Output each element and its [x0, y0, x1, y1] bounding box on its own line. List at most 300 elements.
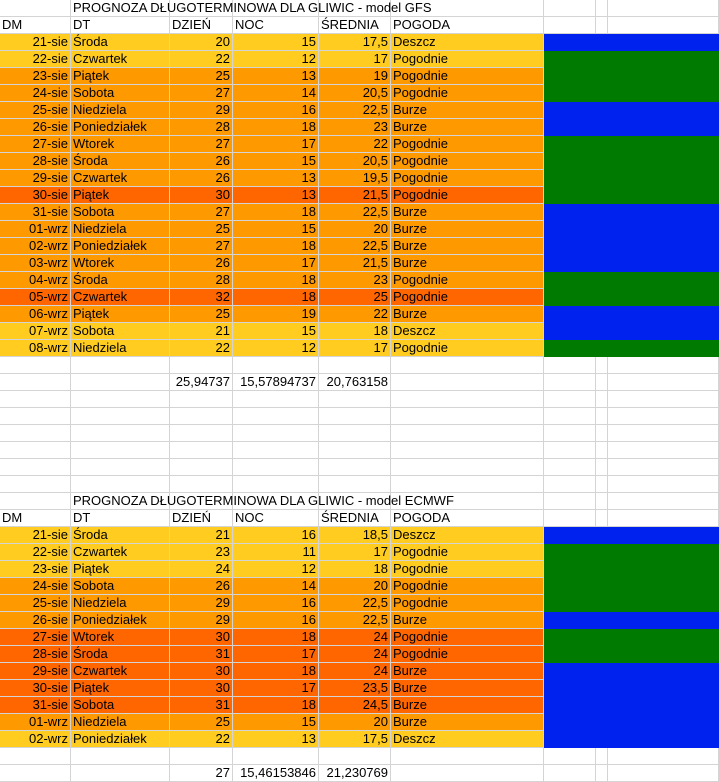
weather-cell[interactable]: Pogodnie	[391, 289, 544, 306]
night-temp-cell[interactable]: 18	[233, 119, 319, 136]
avg-mean-cell[interactable]: 21,230769	[319, 765, 391, 782]
weather-cell[interactable]: Burze	[391, 119, 544, 136]
weather-flag-cell[interactable]	[596, 680, 608, 697]
empty-cell[interactable]	[596, 17, 608, 34]
empty-cell[interactable]	[544, 493, 596, 510]
day-temp-cell[interactable]: 32	[170, 289, 233, 306]
avg-temp-cell[interactable]: 23,5	[319, 680, 391, 697]
day-temp-cell[interactable]: 20	[170, 34, 233, 51]
weather-cell[interactable]: Pogodnie	[391, 272, 544, 289]
weather-flag-cell[interactable]	[596, 170, 608, 187]
weather-cell[interactable]: Burze	[391, 306, 544, 323]
night-temp-cell[interactable]: 17	[233, 136, 319, 153]
empty-cell[interactable]	[596, 476, 608, 493]
weekday-cell[interactable]: Niedziela	[71, 221, 170, 238]
empty-cell[interactable]	[0, 459, 71, 476]
weather-flag-cell[interactable]	[596, 85, 608, 102]
avg-temp-cell[interactable]: 17	[319, 51, 391, 68]
weather-flag-cell[interactable]	[596, 272, 608, 289]
weather-flag-cell[interactable]	[544, 629, 596, 646]
weather-flag-cell[interactable]	[608, 340, 719, 357]
avg-day-cell[interactable]: 27	[170, 765, 233, 782]
weather-flag-cell[interactable]	[596, 153, 608, 170]
day-temp-cell[interactable]: 27	[170, 204, 233, 221]
avg-temp-cell[interactable]: 18	[319, 561, 391, 578]
day-temp-cell[interactable]: 26	[170, 255, 233, 272]
weather-flag-cell[interactable]	[608, 85, 719, 102]
date-cell[interactable]: 05-wrz	[0, 289, 71, 306]
empty-cell[interactable]	[544, 391, 596, 408]
night-temp-cell[interactable]: 17	[233, 255, 319, 272]
weather-flag-cell[interactable]	[596, 119, 608, 136]
weather-cell[interactable]: Deszcz	[391, 527, 544, 544]
avg-temp-cell[interactable]: 17,5	[319, 731, 391, 748]
weather-cell[interactable]: Pogodnie	[391, 51, 544, 68]
empty-cell[interactable]	[391, 748, 544, 765]
weather-flag-cell[interactable]	[596, 544, 608, 561]
date-cell[interactable]: 26-sie	[0, 119, 71, 136]
avg-temp-cell[interactable]: 19	[319, 68, 391, 85]
weather-flag-cell[interactable]	[544, 170, 596, 187]
empty-cell[interactable]	[391, 765, 544, 782]
weather-flag-cell[interactable]	[544, 204, 596, 221]
date-cell[interactable]: 08-wrz	[0, 340, 71, 357]
avg-temp-cell[interactable]: 21,5	[319, 187, 391, 204]
empty-cell[interactable]	[71, 374, 170, 391]
weather-cell[interactable]: Pogodnie	[391, 187, 544, 204]
weather-flag-cell[interactable]	[596, 714, 608, 731]
weekday-cell[interactable]: Środa	[71, 34, 170, 51]
weather-cell[interactable]: Pogodnie	[391, 646, 544, 663]
date-cell[interactable]: 23-sie	[0, 68, 71, 85]
empty-cell[interactable]	[233, 476, 319, 493]
empty-cell[interactable]	[0, 425, 71, 442]
night-temp-cell[interactable]: 13	[233, 731, 319, 748]
avg-day-cell[interactable]: 25,94737	[170, 374, 233, 391]
weather-flag-cell[interactable]	[544, 85, 596, 102]
night-temp-cell[interactable]: 15	[233, 153, 319, 170]
empty-cell[interactable]	[608, 425, 719, 442]
date-cell[interactable]: 03-wrz	[0, 255, 71, 272]
avg-night-cell[interactable]: 15,57894737	[233, 374, 319, 391]
weather-cell[interactable]: Pogodnie	[391, 629, 544, 646]
avg-temp-cell[interactable]: 24,5	[319, 697, 391, 714]
date-cell[interactable]: 25-sie	[0, 102, 71, 119]
weather-flag-cell[interactable]	[608, 544, 719, 561]
weekday-cell[interactable]: Wtorek	[71, 255, 170, 272]
weekday-cell[interactable]: Sobota	[71, 323, 170, 340]
empty-cell[interactable]	[608, 357, 719, 374]
weekday-cell[interactable]: Środa	[71, 153, 170, 170]
weather-flag-cell[interactable]	[544, 153, 596, 170]
weather-flag-cell[interactable]	[544, 306, 596, 323]
weather-flag-cell[interactable]	[596, 612, 608, 629]
night-temp-cell[interactable]: 15	[233, 714, 319, 731]
empty-cell[interactable]	[170, 425, 233, 442]
weather-cell[interactable]: Burze	[391, 714, 544, 731]
day-temp-cell[interactable]: 26	[170, 153, 233, 170]
weather-flag-cell[interactable]	[544, 612, 596, 629]
weekday-cell[interactable]: Piątek	[71, 561, 170, 578]
weather-flag-cell[interactable]	[544, 119, 596, 136]
weather-flag-cell[interactable]	[596, 663, 608, 680]
night-temp-cell[interactable]: 13	[233, 187, 319, 204]
day-temp-cell[interactable]: 27	[170, 238, 233, 255]
weather-cell[interactable]: Pogodnie	[391, 340, 544, 357]
empty-cell[interactable]	[233, 391, 319, 408]
weekday-cell[interactable]: Poniedziałek	[71, 238, 170, 255]
day-temp-cell[interactable]: 30	[170, 663, 233, 680]
empty-cell[interactable]	[596, 442, 608, 459]
empty-cell[interactable]	[170, 408, 233, 425]
weekday-cell[interactable]: Piątek	[71, 187, 170, 204]
empty-cell[interactable]	[0, 0, 71, 17]
date-cell[interactable]: 24-sie	[0, 85, 71, 102]
weather-flag-cell[interactable]	[608, 578, 719, 595]
date-cell[interactable]: 27-sie	[0, 136, 71, 153]
empty-cell[interactable]	[391, 442, 544, 459]
weekday-cell[interactable]: Niedziela	[71, 340, 170, 357]
empty-cell[interactable]	[391, 357, 544, 374]
empty-cell[interactable]	[71, 442, 170, 459]
weekday-cell[interactable]: Poniedziałek	[71, 612, 170, 629]
empty-cell[interactable]	[71, 765, 170, 782]
weekday-cell[interactable]: Piątek	[71, 68, 170, 85]
day-temp-cell[interactable]: 30	[170, 187, 233, 204]
weather-flag-cell[interactable]	[596, 595, 608, 612]
night-temp-cell[interactable]: 14	[233, 85, 319, 102]
day-temp-cell[interactable]: 23	[170, 544, 233, 561]
night-temp-cell[interactable]: 18	[233, 663, 319, 680]
weather-flag-cell[interactable]	[596, 102, 608, 119]
weekday-cell[interactable]: Sobota	[71, 85, 170, 102]
weather-cell[interactable]: Burze	[391, 612, 544, 629]
avg-night-cell[interactable]: 15,46153846	[233, 765, 319, 782]
avg-temp-cell[interactable]: 20,5	[319, 85, 391, 102]
weekday-cell[interactable]: Sobota	[71, 204, 170, 221]
weather-cell[interactable]: Pogodnie	[391, 85, 544, 102]
day-temp-cell[interactable]: 30	[170, 629, 233, 646]
weather-flag-cell[interactable]	[544, 34, 596, 51]
weekday-cell[interactable]: Poniedziałek	[71, 119, 170, 136]
empty-cell[interactable]	[544, 748, 596, 765]
weather-flag-cell[interactable]	[596, 527, 608, 544]
empty-cell[interactable]	[71, 425, 170, 442]
date-cell[interactable]: 22-sie	[0, 544, 71, 561]
empty-cell[interactable]	[391, 408, 544, 425]
weather-flag-cell[interactable]	[596, 221, 608, 238]
night-temp-cell[interactable]: 16	[233, 612, 319, 629]
night-temp-cell[interactable]: 13	[233, 68, 319, 85]
weather-cell[interactable]: Pogodnie	[391, 68, 544, 85]
header-avg[interactable]: ŚREDNIA	[319, 510, 391, 527]
night-temp-cell[interactable]: 17	[233, 680, 319, 697]
empty-cell[interactable]	[71, 408, 170, 425]
empty-cell[interactable]	[0, 748, 71, 765]
weekday-cell[interactable]: Poniedziałek	[71, 731, 170, 748]
avg-temp-cell[interactable]: 23	[319, 272, 391, 289]
empty-cell[interactable]	[608, 765, 719, 782]
weekday-cell[interactable]: Czwartek	[71, 170, 170, 187]
date-cell[interactable]: 07-wrz	[0, 323, 71, 340]
day-temp-cell[interactable]: 22	[170, 340, 233, 357]
date-cell[interactable]: 01-wrz	[0, 714, 71, 731]
weather-flag-cell[interactable]	[596, 204, 608, 221]
weather-cell[interactable]: Deszcz	[391, 731, 544, 748]
avg-temp-cell[interactable]: 18	[319, 323, 391, 340]
empty-cell[interactable]	[544, 459, 596, 476]
night-temp-cell[interactable]: 18	[233, 204, 319, 221]
night-temp-cell[interactable]: 18	[233, 272, 319, 289]
empty-cell[interactable]	[0, 442, 71, 459]
avg-temp-cell[interactable]: 17,5	[319, 34, 391, 51]
weather-cell[interactable]: Burze	[391, 697, 544, 714]
weather-flag-cell[interactable]	[544, 255, 596, 272]
avg-temp-cell[interactable]: 22,5	[319, 204, 391, 221]
empty-cell[interactable]	[0, 476, 71, 493]
date-cell[interactable]: 28-sie	[0, 646, 71, 663]
weather-flag-cell[interactable]	[596, 187, 608, 204]
weather-flag-cell[interactable]	[608, 697, 719, 714]
empty-cell[interactable]	[608, 17, 719, 34]
avg-temp-cell[interactable]: 21,5	[319, 255, 391, 272]
weather-flag-cell[interactable]	[596, 697, 608, 714]
empty-cell[interactable]	[0, 357, 71, 374]
weather-cell[interactable]: Burze	[391, 255, 544, 272]
weather-flag-cell[interactable]	[608, 527, 719, 544]
weather-cell[interactable]: Deszcz	[391, 34, 544, 51]
empty-cell[interactable]	[233, 357, 319, 374]
empty-cell[interactable]	[391, 374, 544, 391]
weather-flag-cell[interactable]	[544, 272, 596, 289]
weather-flag-cell[interactable]	[544, 731, 596, 748]
date-cell[interactable]: 26-sie	[0, 612, 71, 629]
weather-flag-cell[interactable]	[544, 697, 596, 714]
header-weather[interactable]: POGODA	[391, 17, 544, 34]
weekday-cell[interactable]: Niedziela	[71, 595, 170, 612]
weather-cell[interactable]: Pogodnie	[391, 170, 544, 187]
night-temp-cell[interactable]: 16	[233, 527, 319, 544]
weather-flag-cell[interactable]	[596, 68, 608, 85]
weather-flag-cell[interactable]	[608, 561, 719, 578]
weather-flag-cell[interactable]	[544, 663, 596, 680]
night-temp-cell[interactable]: 15	[233, 221, 319, 238]
weekday-cell[interactable]: Środa	[71, 646, 170, 663]
empty-cell[interactable]	[71, 391, 170, 408]
avg-temp-cell[interactable]: 18,5	[319, 527, 391, 544]
weather-flag-cell[interactable]	[608, 306, 719, 323]
empty-cell[interactable]	[319, 476, 391, 493]
empty-cell[interactable]	[0, 374, 71, 391]
empty-cell[interactable]	[608, 374, 719, 391]
avg-temp-cell[interactable]: 22,5	[319, 238, 391, 255]
empty-cell[interactable]	[544, 510, 596, 527]
night-temp-cell[interactable]: 19	[233, 306, 319, 323]
day-temp-cell[interactable]: 29	[170, 595, 233, 612]
day-temp-cell[interactable]: 24	[170, 561, 233, 578]
empty-cell[interactable]	[233, 425, 319, 442]
day-temp-cell[interactable]: 25	[170, 68, 233, 85]
day-temp-cell[interactable]: 21	[170, 527, 233, 544]
night-temp-cell[interactable]: 12	[233, 51, 319, 68]
avg-mean-cell[interactable]: 20,763158	[319, 374, 391, 391]
day-temp-cell[interactable]: 26	[170, 578, 233, 595]
avg-temp-cell[interactable]: 23	[319, 119, 391, 136]
weather-cell[interactable]: Pogodnie	[391, 561, 544, 578]
header-night[interactable]: NOC	[233, 17, 319, 34]
header-dt[interactable]: DT	[71, 510, 170, 527]
empty-cell[interactable]	[596, 510, 608, 527]
date-cell[interactable]: 28-sie	[0, 153, 71, 170]
weekday-cell[interactable]: Niedziela	[71, 102, 170, 119]
weather-flag-cell[interactable]	[608, 51, 719, 68]
day-temp-cell[interactable]: 26	[170, 170, 233, 187]
weather-flag-cell[interactable]	[596, 34, 608, 51]
avg-temp-cell[interactable]: 17	[319, 544, 391, 561]
weather-flag-cell[interactable]	[544, 221, 596, 238]
night-temp-cell[interactable]: 17	[233, 646, 319, 663]
weather-flag-cell[interactable]	[608, 629, 719, 646]
avg-temp-cell[interactable]: 22	[319, 136, 391, 153]
header-day[interactable]: DZIEŃ	[170, 17, 233, 34]
night-temp-cell[interactable]: 18	[233, 238, 319, 255]
date-cell[interactable]: 23-sie	[0, 561, 71, 578]
day-temp-cell[interactable]: 29	[170, 102, 233, 119]
empty-cell[interactable]	[319, 459, 391, 476]
empty-cell[interactable]	[319, 425, 391, 442]
weekday-cell[interactable]: Niedziela	[71, 714, 170, 731]
weather-flag-cell[interactable]	[608, 238, 719, 255]
empty-cell[interactable]	[608, 510, 719, 527]
empty-cell[interactable]	[544, 374, 596, 391]
empty-cell[interactable]	[0, 765, 71, 782]
day-temp-cell[interactable]: 31	[170, 697, 233, 714]
empty-cell[interactable]	[170, 391, 233, 408]
empty-cell[interactable]	[596, 765, 608, 782]
night-temp-cell[interactable]: 18	[233, 629, 319, 646]
weather-cell[interactable]: Burze	[391, 680, 544, 697]
weather-cell[interactable]: Burze	[391, 663, 544, 680]
date-cell[interactable]: 02-wrz	[0, 238, 71, 255]
avg-temp-cell[interactable]: 22,5	[319, 102, 391, 119]
date-cell[interactable]: 01-wrz	[0, 221, 71, 238]
day-temp-cell[interactable]: 25	[170, 306, 233, 323]
empty-cell[interactable]	[608, 493, 719, 510]
empty-cell[interactable]	[391, 459, 544, 476]
weekday-cell[interactable]: Sobota	[71, 578, 170, 595]
weather-flag-cell[interactable]	[596, 136, 608, 153]
weather-flag-cell[interactable]	[544, 527, 596, 544]
night-temp-cell[interactable]: 15	[233, 323, 319, 340]
empty-cell[interactable]	[233, 442, 319, 459]
avg-temp-cell[interactable]: 24	[319, 646, 391, 663]
date-cell[interactable]: 04-wrz	[0, 272, 71, 289]
empty-cell[interactable]	[71, 459, 170, 476]
weather-cell[interactable]: Burze	[391, 221, 544, 238]
weather-cell[interactable]: Burze	[391, 102, 544, 119]
weather-flag-cell[interactable]	[596, 255, 608, 272]
empty-cell[interactable]	[596, 493, 608, 510]
weather-flag-cell[interactable]	[608, 714, 719, 731]
weather-flag-cell[interactable]	[544, 68, 596, 85]
date-cell[interactable]: 31-sie	[0, 204, 71, 221]
empty-cell[interactable]	[544, 442, 596, 459]
empty-cell[interactable]	[0, 493, 71, 510]
empty-cell[interactable]	[596, 425, 608, 442]
avg-temp-cell[interactable]: 25	[319, 289, 391, 306]
empty-cell[interactable]	[0, 391, 71, 408]
weekday-cell[interactable]: Wtorek	[71, 136, 170, 153]
weekday-cell[interactable]: Czwartek	[71, 663, 170, 680]
weather-flag-cell[interactable]	[596, 289, 608, 306]
day-temp-cell[interactable]: 28	[170, 272, 233, 289]
empty-cell[interactable]	[391, 425, 544, 442]
weather-cell[interactable]: Pogodnie	[391, 544, 544, 561]
empty-cell[interactable]	[391, 391, 544, 408]
empty-cell[interactable]	[319, 442, 391, 459]
date-cell[interactable]: 31-sie	[0, 697, 71, 714]
day-temp-cell[interactable]: 30	[170, 680, 233, 697]
empty-cell[interactable]	[170, 442, 233, 459]
date-cell[interactable]: 30-sie	[0, 680, 71, 697]
empty-cell[interactable]	[608, 0, 719, 17]
day-temp-cell[interactable]: 25	[170, 714, 233, 731]
empty-cell[interactable]	[319, 408, 391, 425]
weather-flag-cell[interactable]	[544, 102, 596, 119]
empty-cell[interactable]	[544, 0, 596, 17]
night-temp-cell[interactable]: 16	[233, 102, 319, 119]
empty-cell[interactable]	[391, 476, 544, 493]
avg-temp-cell[interactable]: 20	[319, 714, 391, 731]
avg-temp-cell[interactable]: 20	[319, 221, 391, 238]
date-cell[interactable]: 24-sie	[0, 578, 71, 595]
header-night[interactable]: NOC	[233, 510, 319, 527]
night-temp-cell[interactable]: 18	[233, 697, 319, 714]
day-temp-cell[interactable]: 27	[170, 85, 233, 102]
weather-flag-cell[interactable]	[544, 340, 596, 357]
weather-flag-cell[interactable]	[544, 595, 596, 612]
avg-temp-cell[interactable]: 20,5	[319, 153, 391, 170]
weather-flag-cell[interactable]	[608, 612, 719, 629]
date-cell[interactable]: 21-sie	[0, 34, 71, 51]
night-temp-cell[interactable]: 12	[233, 340, 319, 357]
date-cell[interactable]: 25-sie	[0, 595, 71, 612]
weather-flag-cell[interactable]	[608, 34, 719, 51]
avg-temp-cell[interactable]: 22,5	[319, 612, 391, 629]
weather-flag-cell[interactable]	[608, 170, 719, 187]
day-temp-cell[interactable]: 31	[170, 646, 233, 663]
empty-cell[interactable]	[170, 459, 233, 476]
weather-flag-cell[interactable]	[544, 238, 596, 255]
weather-flag-cell[interactable]	[608, 119, 719, 136]
weather-flag-cell[interactable]	[608, 187, 719, 204]
weather-flag-cell[interactable]	[608, 595, 719, 612]
avg-temp-cell[interactable]: 24	[319, 629, 391, 646]
empty-cell[interactable]	[608, 442, 719, 459]
weather-cell[interactable]: Pogodnie	[391, 136, 544, 153]
weather-flag-cell[interactable]	[608, 663, 719, 680]
header-dt[interactable]: DT	[71, 17, 170, 34]
weather-flag-cell[interactable]	[596, 646, 608, 663]
weather-flag-cell[interactable]	[544, 578, 596, 595]
weather-flag-cell[interactable]	[608, 136, 719, 153]
empty-cell[interactable]	[170, 748, 233, 765]
header-day[interactable]: DZIEŃ	[170, 510, 233, 527]
weekday-cell[interactable]: Piątek	[71, 306, 170, 323]
date-cell[interactable]: 06-wrz	[0, 306, 71, 323]
day-temp-cell[interactable]: 28	[170, 119, 233, 136]
weather-flag-cell[interactable]	[608, 680, 719, 697]
